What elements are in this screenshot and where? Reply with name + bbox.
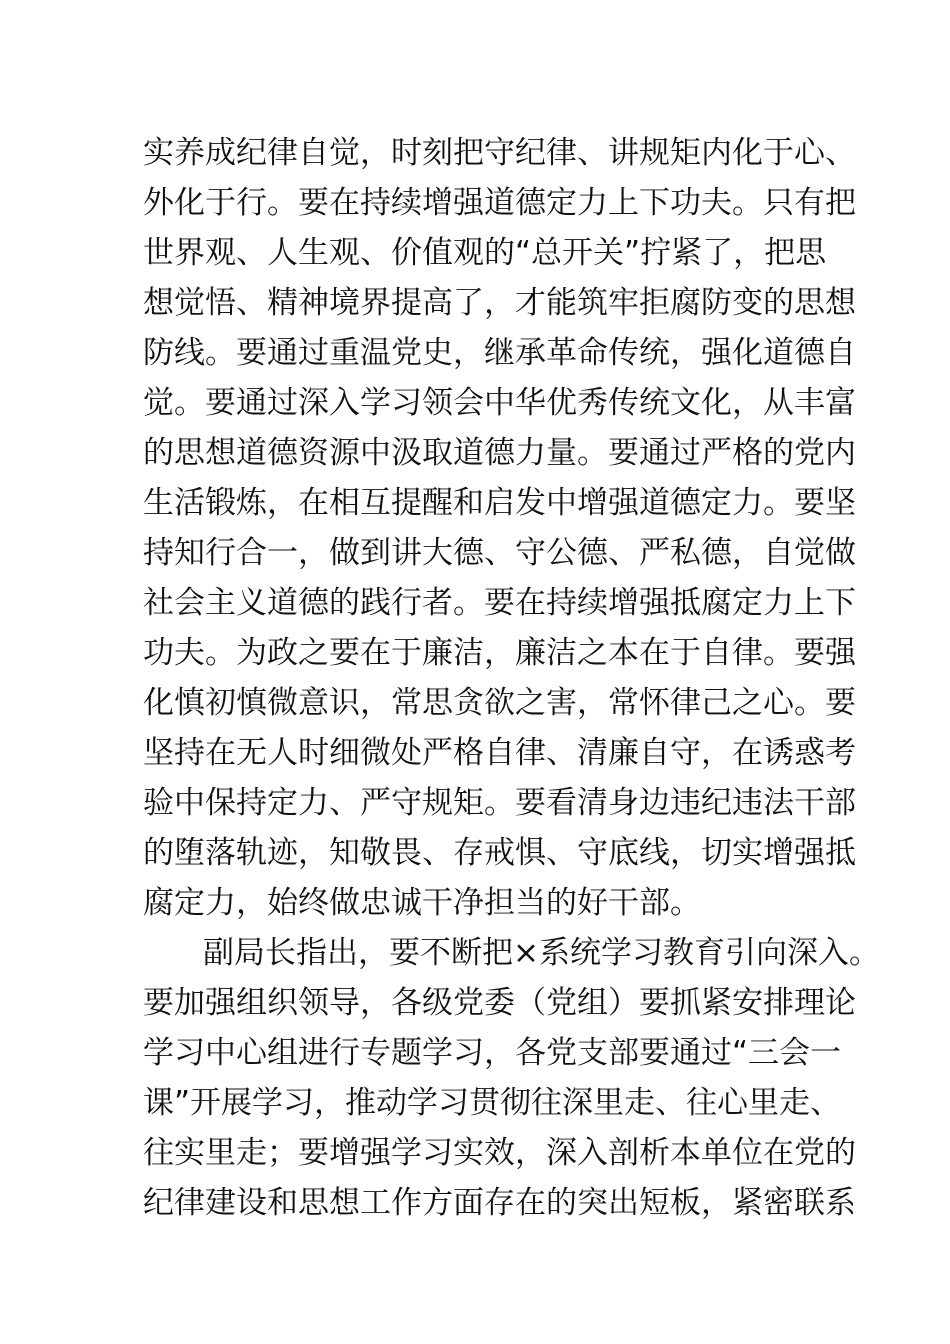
text-line: 持知行合一，做到讲大德、守公德、严私德，自觉做: [143, 535, 856, 571]
text-line: 防线。要通过重温党史，继承革命传统，强化道德自: [143, 335, 856, 371]
text-line: 腐定力，始终做忠诚干净担当的好干部。: [143, 885, 701, 921]
text-line: 往实里走；要增强学习实效，深入剖析本单位在党的: [143, 1135, 856, 1171]
text-line: 学习中心组进行专题学习，各党支部要通过“三会一: [143, 1035, 842, 1071]
text-line: 世界观、人生观、价值观的“总开关”拧紧了，把思: [143, 235, 827, 271]
text-line: 要加强组织领导，各级党委（党组）要抓紧安排理论: [143, 985, 856, 1021]
text-line: 的堕落轨迹，知敬畏、存戒惧、守底线，切实增强抵: [143, 835, 856, 871]
text-line: 外化于行。要在持续增强道德定力上下功夫。只有把: [143, 185, 856, 221]
text-line: 社会主义道德的践行者。要在持续增强抵腐定力上下: [143, 585, 856, 621]
text-line: 验中保持定力、严守规矩。要看清身边违纪违法干部: [143, 785, 856, 821]
text-line: 想觉悟、精神境界提高了，才能筑牢拒腐防变的思想: [143, 285, 856, 321]
body-text: [143, 128, 880, 1228]
text-line: 纪律建设和思想工作方面存在的突出短板，紧密联系: [143, 1185, 856, 1221]
paragraph-start-line: 副局长指出，要不断把×系统学习教育引向深入。: [203, 935, 880, 971]
text-line: 觉。要通过深入学习领会中华优秀传统文化，从丰富: [143, 385, 856, 421]
text-line: 功夫。为政之要在于廉洁，廉洁之本在于自律。要强: [143, 635, 856, 671]
text-line: 坚持在无人时细微处严格自律、清廉自守，在诱惑考: [143, 735, 856, 771]
text-line: 生活锻炼，在相互提醒和启发中增强道德定力。要坚: [143, 485, 856, 521]
text-line: 实养成纪律自觉，时刻把守纪律、讲规矩内化于心、: [143, 135, 856, 171]
text-line: 化慎初慎微意识，常思贪欲之害，常怀律己之心。要: [143, 685, 856, 721]
text-line: 课”开展学习，推动学习贯彻往深里走、往心里走、: [143, 1085, 842, 1121]
text-line: 的思想道德资源中汲取道德力量。要通过严格的党内: [143, 435, 856, 471]
